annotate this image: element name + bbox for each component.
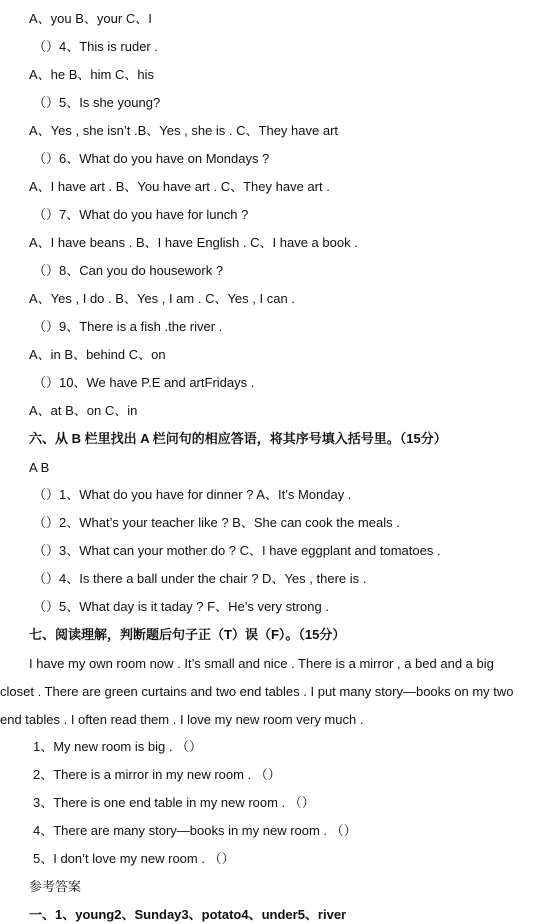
match-line: （）4、Is there a ball under the chair ? D、Yes , there is . [33, 571, 367, 586]
match-line: （）5、What day is it taday ? F、He’s very strong . [33, 599, 329, 614]
option-line: A、at B、on C、in [29, 403, 138, 418]
match-line: （）2、What’s your teacher like ? B、She can cook the meals . [33, 515, 400, 530]
judgement-line: 5、I don’t love my new room . （） [33, 851, 235, 866]
judgement-line: 3、There is one end table in my new room . （） [33, 795, 315, 810]
question-line: （）5、Is she young? [33, 95, 161, 110]
answer-key-line: 一、1、young2、Sunday3、potato4、under5、river [29, 907, 347, 922]
question-line: （）4、This is ruder . [33, 39, 158, 54]
judgement-line: 1、My new room is big . （） [33, 739, 203, 754]
reading-passage-line: end tables . I often read them . I love my new room very much . [0, 712, 364, 727]
option-line: A、he B、him C、his [29, 67, 154, 82]
question-line: （）7、What do you have for lunch ? [33, 207, 249, 222]
option-line: A、Yes , I do . B、Yes , I am . C、Yes , I can . [29, 291, 295, 306]
option-line: A、I have beans . B、I have English . C、I have a book . [29, 235, 358, 250]
judgement-line: 4、There are many story—books in my new room . （） [33, 823, 357, 838]
match-line: （）3、What can your mother do ? C、I have eggplant and tomatoes . [33, 543, 441, 558]
section-heading: 六、从 B 栏里找出 A 栏问句的相应答语，将其序号填入括号里。（15分） [29, 431, 447, 446]
answer-key-heading: 参考答案 [29, 879, 82, 894]
question-line: （）9、There is a fish .the river . [33, 319, 223, 334]
column-header: A B [29, 460, 50, 475]
reading-passage-line: closet . There are green curtains and two end tables . I put many story—books on my two [0, 684, 514, 699]
option-line: A、you B、your C、I [29, 11, 152, 26]
option-line: A、I have art . B、You have art . C、They have art . [29, 179, 330, 194]
section-heading: 七、阅读理解，判断题后句子正（T）误（F）。（15分） [29, 627, 346, 642]
match-line: （）1、What do you have for dinner ? A、It’s Monday . [33, 487, 352, 502]
judgement-line: 2、There is a mirror in my new room . （） [33, 767, 281, 782]
question-line: （）10、We have P.E and artFridays . [33, 375, 255, 390]
question-line: （）6、What do you have on Mondays ? [33, 151, 270, 166]
reading-passage-line: I have my own room now . It’s small and nice . There is a mirror , a bed and a big [29, 656, 494, 671]
option-line: A、in B、behind C、on [29, 347, 166, 362]
option-line: A、Yes , she isn’t .B、Yes , she is . C、They have art [29, 123, 339, 138]
question-line: （）8、Can you do housework ? [33, 263, 224, 278]
